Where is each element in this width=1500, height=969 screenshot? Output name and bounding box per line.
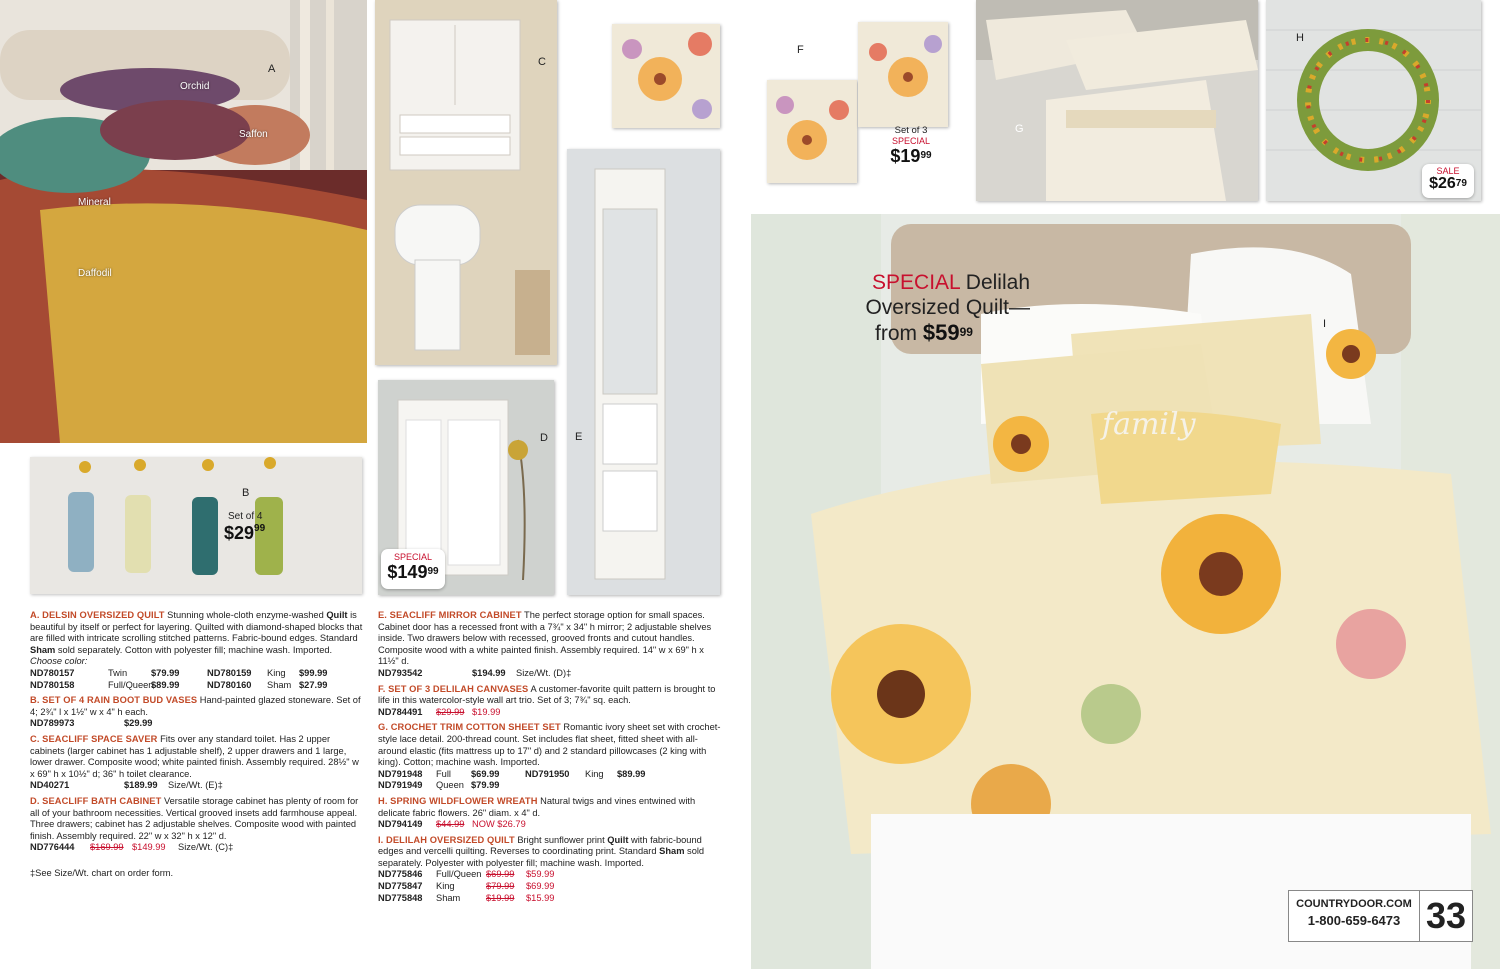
item-b-heading: B. SET OF 4 RAIN BOOT BUD VASES xyxy=(30,695,198,706)
item-h-heading: H. SPRING WILDFLOWER WREATH xyxy=(378,795,538,806)
item-f-heading: F. SET OF 3 DELILAH CANVASES xyxy=(378,683,529,694)
promo-h-tag: SALE xyxy=(1436,166,1460,176)
item-c-sku-row: ND40271 $189.99 Size/Wt. (E)‡ xyxy=(30,780,223,791)
promo-i-line-3: from $\$59^{99}$ xyxy=(875,320,973,345)
item-d-desc: Versatile storage cabinet has plenty of room for all of your bathroom necessities. Vertical grooved insets add farmhouse appeal. Three drawers; cabinet has 2 adjustable shelves. Composite wood with painted finish. Assembly required. 22" w x 32" h x 12" d. xyxy=(30,795,359,841)
pillow-family-text: family xyxy=(1102,407,1196,442)
promo-b-caption: Set of 4 xyxy=(228,511,263,522)
item-a-desc-2: is beautiful by itself or perfect for layering. Quilted with diamond-shaped blocks that are filled with intricate scrolling stitched patterns. Fabric-bound edges. Standard xyxy=(30,610,363,644)
promo-headline-i xyxy=(840,270,1030,346)
color-label-saffron: Saffon xyxy=(239,129,268,140)
item-g-sku-row: ND791949 Queen $79.99 xyxy=(378,780,500,791)
promo-d-price: $\$149^{99}$ xyxy=(387,562,439,582)
item-a-sku-row: ND780158 Full/Queen $89.99 ND780160 Sham $27.99 xyxy=(30,679,328,690)
item-i-sku-row: ND775848 Sham $19.99 $15.99 xyxy=(378,892,555,903)
label-g: G xyxy=(1015,123,1024,135)
item-a-bold-2: Sham xyxy=(30,644,56,655)
photo-delsin-quilt xyxy=(0,0,367,443)
footer-site[interactable]: COUNTRYDOOR.COM xyxy=(1296,898,1412,910)
item-d-sku-row: ND776444 $169.99 $149.99 Size/Wt. (C)‡ xyxy=(30,842,234,853)
promo-i-line-1: SPECIAL Delilah xyxy=(872,271,1030,294)
item-i-heading: I. DELILAH OVERSIZED QUILT xyxy=(378,834,515,845)
item-i-sku-row: ND775847 King $79.99 $69.99 xyxy=(378,881,555,892)
label-h: H xyxy=(1296,32,1304,44)
page-number: 33 xyxy=(1419,890,1473,942)
item-a-desc-3: sold separately. Cotton with polyester fill; machine wash. Imported. xyxy=(55,644,333,655)
item-a-desc-1: Stunning whole-cloth enzyme-washed xyxy=(167,610,327,620)
footer-phone: 1-800-659-6473 xyxy=(1307,913,1401,928)
item-c-heading: C. SEACLIFF SPACE SAVER xyxy=(30,733,158,744)
item-c xyxy=(30,734,364,792)
promo-i-line-2: Oversized Quilt— xyxy=(865,296,1030,319)
color-label-orchid: Orchid xyxy=(180,81,210,92)
promo-badge-d xyxy=(381,549,445,589)
color-label-daffodil: Daffodil xyxy=(78,268,112,279)
item-b xyxy=(30,695,364,730)
item-a xyxy=(30,610,364,691)
item-b-desc: Hand-painted glazed stoneware. Set of 4; 2¾" l x 1½" w x 4" h each. xyxy=(30,695,361,717)
item-h xyxy=(378,796,722,831)
promo-f-price: $\$19^{99}$ xyxy=(890,146,932,166)
promo-b-price: $\$29^{99}$ xyxy=(224,523,266,543)
label-e: E xyxy=(575,431,583,443)
item-g-heading: G. CROCHET TRIM COTTON SHEET SET xyxy=(378,722,561,733)
promo-d-tag: SPECIAL xyxy=(393,552,433,562)
label-f: F xyxy=(797,44,804,56)
promo-badge-h xyxy=(1422,164,1474,198)
photo-mirror-cabinet xyxy=(567,149,720,595)
item-i-desc-2: with fabric-bound edges and vercelli quilting. Reverses to coordinating print. Standard xyxy=(378,834,702,857)
item-e-sku-row: ND793542 $194.99 Size/Wt. (D)‡ xyxy=(378,667,572,678)
item-a-sku-row: ND780157 Twin $79.99 ND780159 King $99.99 xyxy=(30,667,328,678)
item-a-heading: A. DELSIN OVERSIZED QUILT xyxy=(30,610,165,620)
color-label-mineral: Mineral xyxy=(78,197,111,208)
promo-f-caption: Set of 3 xyxy=(894,125,928,136)
photo-canvas-f2 xyxy=(858,22,948,127)
item-e-heading: E. SEACLIFF MIRROR CABINET xyxy=(378,610,522,620)
copy-column-left xyxy=(30,610,364,883)
photo-canvas-f1 xyxy=(767,80,857,183)
item-e-desc: The perfect storage option for small spaces. Cabinet door has a recessed front with a 7¾" x 34" h mirror; 2 adjustable shelves inside. Two drawers below with recessed, grooved fronts and cutout handles. Composite wood with a white painted finish. Assembly required. 14" w x 69" h x 11½" d. xyxy=(378,610,712,667)
item-f-desc: A customer-favorite quilt pattern is brought to life in this watercolor-style wall art trio. Set of 3; 7¾" sq. each. xyxy=(378,683,716,706)
item-h-sku-row: ND794149 $44.99 NOW $26.79 xyxy=(378,819,526,830)
item-h-desc: Natural twigs and vines entwined with delicate fabric flowers. 26" diam. x 4" d. xyxy=(378,795,696,818)
label-d: D xyxy=(540,432,548,444)
item-g-sku-row: ND791948 Full $69.99 ND791950 King $89.99 xyxy=(378,768,646,779)
item-d-heading: D. SEACLIFF BATH CABINET xyxy=(30,795,162,806)
label-b: B xyxy=(242,487,250,499)
footnote: ‡See Size/Wt. chart on order form. xyxy=(30,867,174,878)
item-g xyxy=(378,722,722,792)
item-i-bold-1: Quilt xyxy=(607,834,629,845)
label-i: I xyxy=(1323,318,1327,330)
item-a-choose: Choose color xyxy=(30,656,85,667)
item-i-sku-row: ND775846 Full/Queen $69.99 $59.99 xyxy=(378,869,555,880)
item-a-colon: : xyxy=(84,656,88,667)
item-a-bold-1: Quilt xyxy=(326,610,348,620)
label-c: C xyxy=(538,56,546,68)
label-a: A xyxy=(268,63,276,75)
item-i-bold-2: Sham xyxy=(659,846,685,857)
item-b-sku-row: ND789973 $29.99 xyxy=(30,718,153,729)
promo-badge-f xyxy=(878,125,944,181)
photo-canvas-single xyxy=(612,24,720,128)
item-i xyxy=(378,835,722,905)
item-i-desc-1: Bright sunflower print xyxy=(517,834,608,845)
item-g-desc: Romantic ivory sheet set with crochet-style lace detail. 200-thread count. Set includes flat sheet, fitted sheet with all-around elastic (fits mattress up to 17" d) and 2 standard pillowcases (2 king with king). Cotton; machine wash. Imported. xyxy=(378,722,721,768)
photo-sheet-set xyxy=(976,0,1258,201)
item-c-desc: Fits over any standard toilet. Has 2 upper cabinets (larger cabinet has 1 adjustable shelf), 2 upper drawers and 1 large, lower drawer. Composite wood; white painted finish. Assembly required. 28½" w x 69" h x 10½" d; 36" h toilet clearance. xyxy=(30,733,359,779)
promo-h-price: $\$26^{79}$ xyxy=(1429,175,1467,192)
item-f xyxy=(378,684,722,719)
copy-column-center xyxy=(378,610,722,908)
item-f-sku-row: ND784491 $29.99 $19.99 xyxy=(378,706,501,717)
promo-f-tag: SPECIAL xyxy=(891,136,931,146)
photo-space-saver xyxy=(375,0,557,365)
item-e xyxy=(378,610,722,680)
item-i-desc-3: sold separately. Polyester with polyester fill; machine wash. Imported. xyxy=(378,846,705,868)
footer-contact xyxy=(1288,890,1420,942)
photo-rain-boot-vases xyxy=(30,457,362,594)
item-d xyxy=(30,796,364,854)
